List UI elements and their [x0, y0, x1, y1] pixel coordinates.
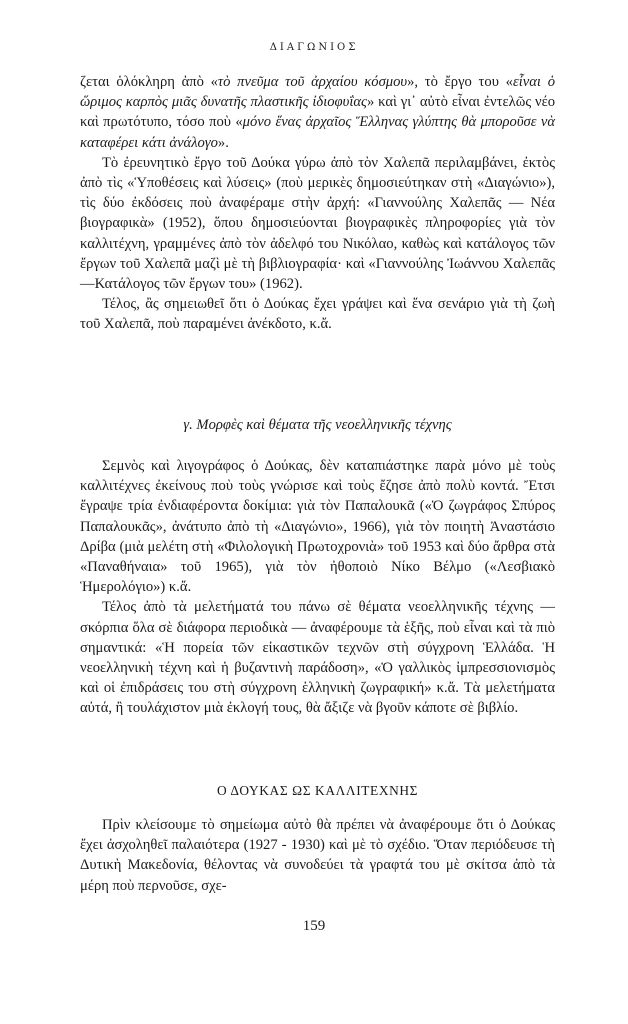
- paragraph-drawing: Πρὶν κλείσουμε τὸ σημείωμα αὐτὸ θὰ πρέπει νὰ ἀναφέρουμε ὅτι ὁ Δούκας ἔχει ἀσχοληθεῖ παλαιότερα (1927 - 1930) καὶ μὲ τὸ σχέδιο. Ὅταν περιόδευσε τὴ Δυτικὴ Μακεδονία, θέλοντας νὰ συνοδεύει τὰ γραφτά του μὲ σκίτσα ἀπὸ τὰ μέρη ποὺ περνοῦσε, σχε-: [80, 817, 555, 894]
- paragraph-research: Τὸ ἐρευνητικὸ ἔργο τοῦ Δούκα γύρω ἀπὸ τὸν Χαλεπᾶ περιλαμβάνει, ἐκτὸς ἀπὸ τὶς «Ὑποθέσεις καὶ λύσεις» (ποὺ μερικὲς δημοσιεύτηκαν στὴ «Διαγώνιο»), τὶς δύο ἐκδόσεις ποὺ ἀναφέραμε στὴν ἀρχή: «Γιαννούλης Χαλεπᾶς — Νέα βιογραφικὰ» (1952), ὅπου δημοσιεύονται βιογραφικὲς πληροφορίες γιὰ τὸν καλλιτέχνη, γραμμένες ἀπὸ τὸν ἀδελφό του Νικόλαο, καθὼς καὶ κατάλογος τῶν ἔργων τοῦ Χαλεπᾶ μαζὶ μὲ τὴ βιβλιογραφία· καὶ «Γιαννούλης Ἰωάννου Χαλεπᾶς—Κατάλογος τῶν ἔργων του» (1962).: [80, 154, 555, 293]
- quote-italic: τὸ πνεῦμα τοῦ ἀρχαίου κόσμου: [217, 74, 408, 90]
- quote-italic: εἶναι ὁ ὥριμος καρπὸς μιᾶς δυνατῆς πλαστικῆς ἰδιοφυΐας: [80, 74, 555, 111]
- text-run: ζεται ὁλόκληρη ἀπὸ «: [80, 74, 218, 90]
- text-run: ».: [217, 134, 229, 151]
- quote-italic: μόνο ἕνας ἀρχαῖος Ἕλληνας γλύπτης θὰ μποροῦσε νὰ καταφέρει κάτι ἀνάλογο: [80, 114, 555, 151]
- section-heading: Ο ΔΟΥΚΑΣ ΩΣ ΚΑΛΛΙΤΕΧΝΗΣ: [216, 783, 419, 798]
- section-doukas-artist: [80, 815, 555, 896]
- section-subheading: γ. Μορφὲς καὶ θέματα τῆς νεοελληνικῆς τέχνης: [183, 417, 452, 433]
- paragraph-continuation: [80, 72, 555, 153]
- text-run: », τὸ ἔργο του «: [407, 74, 513, 90]
- paragraph-essays: Σεμνὸς καὶ λιγογράφος ὁ Δούκας, δὲν καταπιάστηκε παρὰ μόνο μὲ τοὺς καλλιτέχνες ἐκείνους ποὺ τοὺς γνώρισε καὶ τοὺς ἔζησε ἀπὸ πολὺ κοντά. Ἔτσι ἔγραψε τρία ἐνδιαφέροντα δοκίμια: γιὰ τὸν Παπαλουκᾶ («Ὁ ζωγράφος Σπύρος Παπαλουκᾶς», ἀνάτυπο ἀπὸ τὴ «Διαγώνιο», 1966), γιὰ τὸν ποιητὴ Ἀναστάσιο Δρίβα (μιὰ μελέτη στὴ «Φιλολογικὴ Πρωτοχρονιὰ» τοῦ 1953 καὶ δύο ἄρθρα στὰ «Παναθήναια» τοῦ 1965), γιὰ τὸν ἠθοποιὸ Νίκο Βέλμο («Λεσβιακὸ Ἡμερολόγιο») κ.ἄ.: [80, 458, 555, 596]
- running-header: ΔΙΑΓΩΝΙΟΣ: [269, 42, 359, 53]
- paragraph-screenplay: Τέλος, ἂς σημειωθεῖ ὅτι ὁ Δούκας ἔχει γράψει καὶ ἕνα σενάριο γιὰ τὴ ζωὴ τοῦ Χαλεπᾶ, ποὺ παραμένει ἀνέκδοτο, κ.ἄ.: [80, 296, 555, 333]
- section-modern-greek-art: [80, 456, 555, 719]
- page-number: 159: [302, 918, 326, 934]
- text-run: » καὶ γι᾽ αὐτὸ εἶναι ἐντελῶς νέο καὶ πρωτότυπο, τόσο ποὺ «: [80, 94, 555, 131]
- section-halepas-research: [80, 72, 555, 335]
- paragraph-studies: Τέλος ἀπὸ τὰ μελετήματά του πάνω σὲ θέματα νεοελληνικῆς τέχνης — σκόρπια ὅλα σὲ διάφορα περιοδικὰ — ἀναφέρουμε τὰ ἑξῆς, ποὺ εἶναι καὶ τὰ πιὸ σημαντικά: «Ἡ πορεία τῶν εἰκαστικῶν τεχνῶν στὴ σύγχρονη Ἑλλάδα. Ἡ νεοελληνικὴ τέχνη καὶ ἡ βυζαντινὴ παράδοση», «Ὁ γαλλικὸς ἰμπρεσσιονισμὸς καὶ οἱ ἐπιδράσεις του στὴ σύγχρονη ἑλληνικὴ ζωγραφική» κ.ἄ. Τὰ μελετήματα αὐτά, ἢ τουλάχιστον μιὰ ἐκλογή τους, θὰ ἄξιζε νὰ βγοῦν κάποτε σὲ βιβλίο.: [80, 599, 555, 717]
